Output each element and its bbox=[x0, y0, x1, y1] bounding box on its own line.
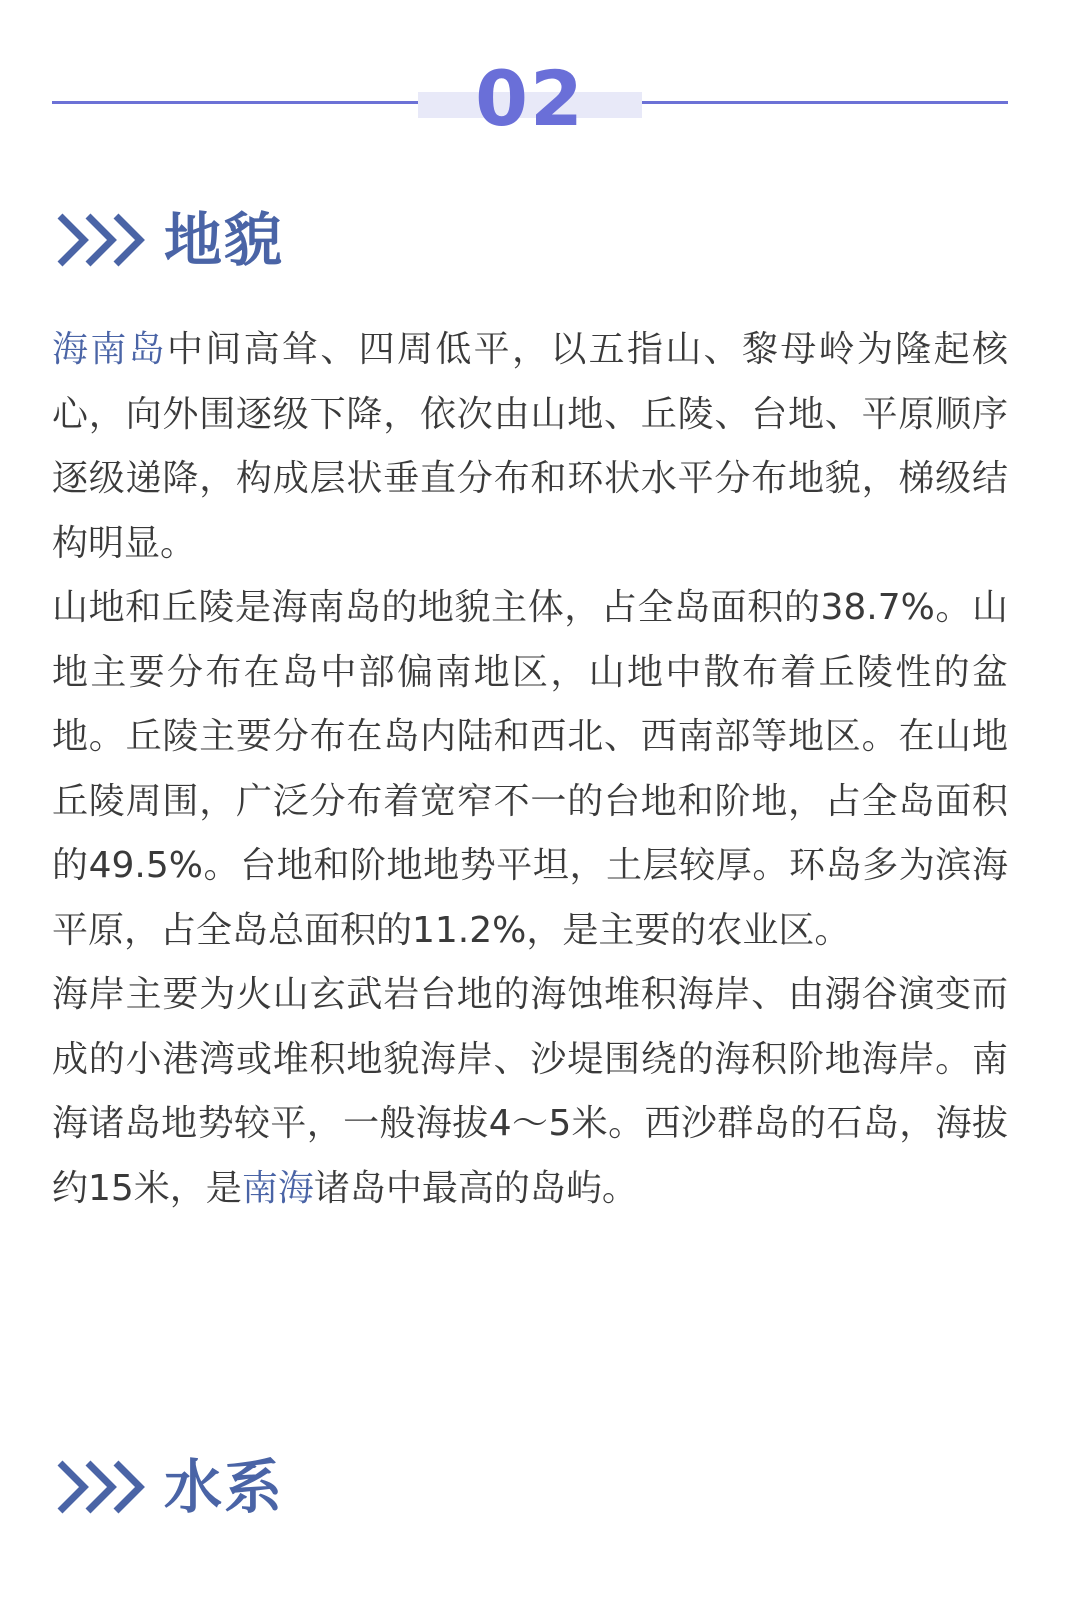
paragraph-text: 海岸主要为火山玄武岩台地的海蚀堆积海岸、由溺谷演变而成的小港湾或堆积地貌海岸、沙堤围绕的海积阶地海岸。南海诸岛地势较平，一般海拔4～5米。西沙群岛的石岛，海拔约15米，是 bbox=[52, 974, 1008, 1209]
paragraph-text: 中间高耸、四周低平，以五指山、黎母岭为隆起核心，向外围逐级下降，依次由山地、丘陵、台地、平原顺序逐级递降，构成层状垂直分布和环状水平分布地貌，梯级结构明显。 bbox=[52, 329, 1008, 564]
section-number-divider bbox=[52, 54, 1008, 143]
paragraph-1 bbox=[52, 318, 1008, 576]
triple-chevron-icon bbox=[54, 210, 150, 270]
paragraph-3 bbox=[52, 963, 1008, 1221]
triple-chevron-icon bbox=[54, 1457, 150, 1517]
section-number: 02 bbox=[475, 54, 585, 143]
section-heading-landform bbox=[54, 205, 284, 275]
highlight-text: 南海 bbox=[241, 1167, 314, 1209]
article-body bbox=[52, 318, 1008, 1221]
highlight-text: 海南岛 bbox=[52, 329, 167, 370]
section-title: 地貌 bbox=[164, 206, 285, 274]
paragraph-2: 山地和丘陵是海南岛的地貌主体，占全岛面积的38.7%。山地主要分布在岛中部偏南地区，山地中散布着丘陵性的盆地。丘陵主要分布在岛内陆和西北、西南部等地区。在山地丘陵周围，广泛分布着宽窄不一的台地和阶地，占全岛面积的49.5%。台地和阶地地势平坦，土层较厚。环岛多为滨海平原，占全岛总面积的11.2%，是主要的农业区。 bbox=[52, 587, 1008, 951]
section-heading-water-system bbox=[54, 1452, 284, 1522]
paragraph-text: 诸岛中最高的岛屿。 bbox=[313, 1167, 638, 1209]
section-title: 水系 bbox=[164, 1453, 285, 1521]
